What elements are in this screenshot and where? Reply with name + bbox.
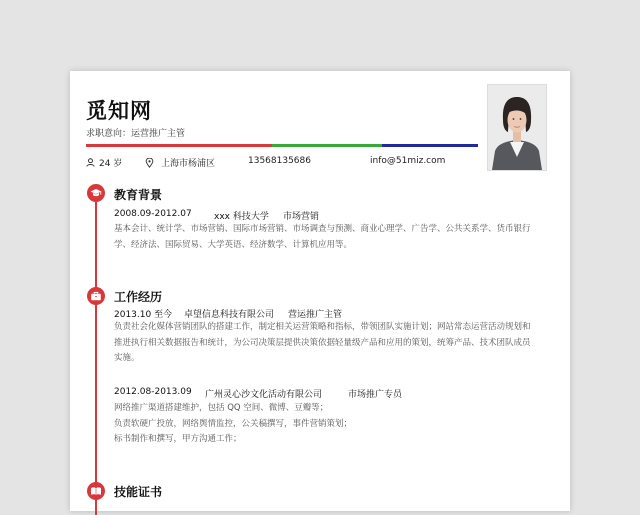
education-period: 2008.09-2012.07: [114, 209, 192, 219]
job-description-line: 标书制作和撰写，甲方沟通工作；: [114, 434, 242, 444]
job-company: 卓望信息科技有限公司: [184, 310, 275, 320]
resume-page: [70, 71, 570, 511]
section-title-work: 工作经历: [114, 290, 163, 304]
info-age: [86, 156, 122, 169]
education-row: [114, 209, 514, 221]
job-row: [114, 307, 514, 319]
section-title-certificates: 技能证书: [114, 485, 163, 499]
color-bar-green: [272, 144, 382, 147]
timeline-line: [95, 185, 97, 515]
color-bar-blue: [382, 144, 478, 147]
graduation-cap-icon: [87, 184, 105, 202]
job-company: 广州灵心沙文化活动有限公司: [205, 390, 323, 400]
course-line: 学、经济法、国际贸易、大学英语、经济数学、计算机应用等。: [114, 239, 353, 250]
info-location: [145, 156, 215, 169]
email-text: info@51miz.com: [370, 156, 446, 166]
job-description: [114, 401, 554, 448]
info-phone: [248, 156, 311, 166]
job-row: [114, 387, 514, 399]
section-title-education: 教育背景: [114, 188, 163, 202]
education-courses: [114, 222, 554, 253]
job-description-line: 负责社会化媒体营销团队的搭建工作，制定相关运营策略和指标，带领团队实施计划；网站常态运营活动规划和: [114, 322, 531, 332]
education-school: xxx 科技大学: [214, 212, 269, 222]
color-bar-red: [86, 144, 272, 147]
location-pin-icon: [145, 158, 154, 168]
phone-text: 13568135686: [248, 156, 311, 166]
job-description-line: 实施。: [114, 353, 140, 363]
job-intent-label: 求职意向：: [86, 129, 132, 139]
job-period: 2013.10 至今: [114, 310, 173, 320]
job-description-line: 推进执行相关数据报告和统计，为公司决策层提供决策依据轻量级产品和应用的策划，统筹产品、技术团队成员: [114, 337, 531, 348]
book-icon: [87, 482, 105, 500]
job-intent-value: 运营推广主管: [131, 129, 186, 139]
job-description: [114, 320, 554, 367]
job-description-line: 负责软硬广投放，网络舆情监控，公关稿撰写，事件营销策划；: [114, 418, 353, 429]
user-icon: [86, 158, 95, 167]
job-position: 营运推广主管: [288, 310, 343, 320]
info-email: [370, 156, 445, 166]
color-bar: [86, 144, 478, 147]
education-major: 市场营销: [283, 212, 320, 222]
location-text: 上海市杨浦区: [161, 159, 216, 169]
course-line: 基本会计、统计学、市场营销、国际市场营销、市场调查与预测、商业心理学、广告学、公共关系学、货币银行: [114, 224, 531, 234]
job-description-line: 网络推广渠道搭建维护，包括 QQ 空间、微博、豆瓣等；: [114, 403, 329, 413]
job-position: 市场推广专员: [348, 390, 403, 400]
age-text: 24 岁: [99, 159, 123, 169]
job-intent: [86, 126, 185, 139]
briefcase-icon: [87, 287, 105, 305]
candidate-name: 觅知网: [86, 99, 152, 123]
job-period: 2012.08-2013.09: [114, 387, 192, 397]
profile-photo: [487, 84, 547, 171]
